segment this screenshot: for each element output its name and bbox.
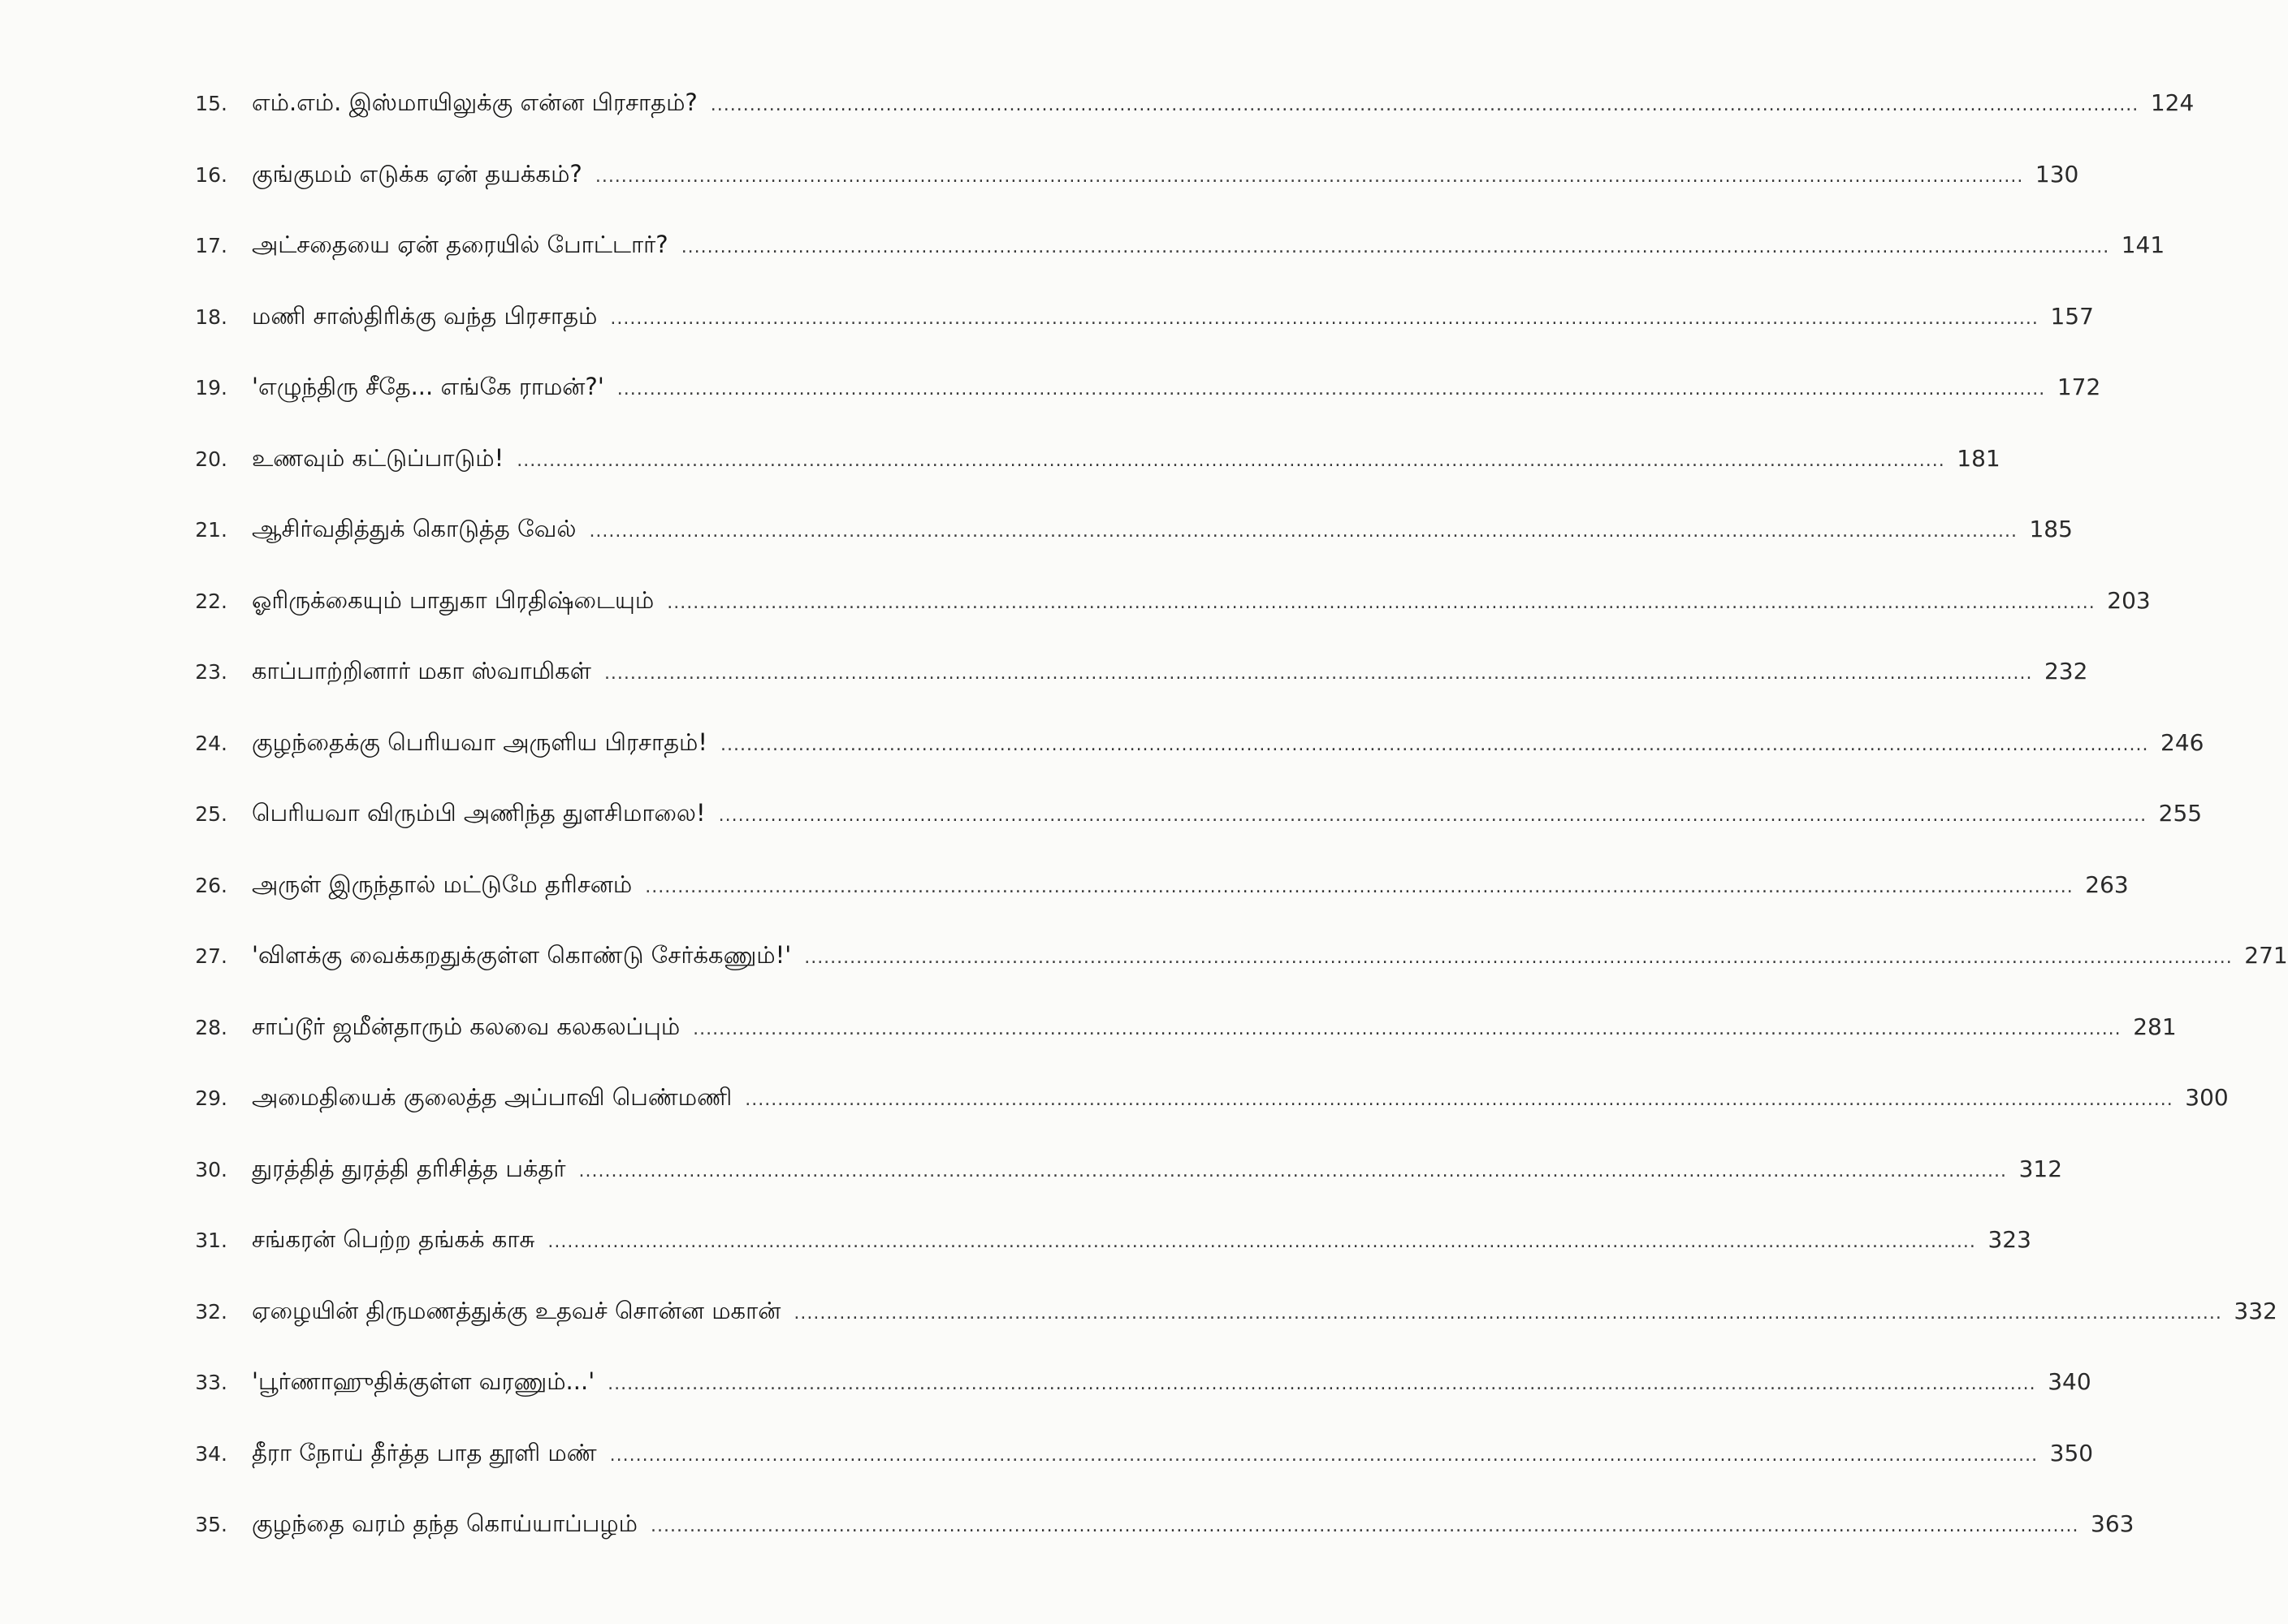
toc-entry xyxy=(162,1012,2177,1084)
page-number: 323 xyxy=(1987,1226,2031,1253)
chapter-number: 31. xyxy=(195,1229,227,1252)
chapter-number: 33. xyxy=(195,1371,227,1394)
dot-leader: ............................................................................................................................................................................................................................ xyxy=(794,1302,2222,1324)
dot-leader: ............................................................................................................................................................................................................................ xyxy=(547,1232,1976,1252)
page-number: 130 xyxy=(2035,160,2079,188)
dot-leader: ............................................................................................................................................................................................................................ xyxy=(645,876,2074,897)
chapter-number: 32. xyxy=(195,1299,227,1324)
dot-leader: ............................................................................................................................................................................................................................ xyxy=(667,592,2096,613)
toc-entry xyxy=(162,89,2195,160)
dot-leader: ............................................................................................................................................................................................................................ xyxy=(710,95,2139,115)
chapter-number: 22. xyxy=(195,589,227,613)
toc-entry xyxy=(162,443,2000,516)
chapter-title: துரத்தித் துரத்தி தரிசித்த பக்தர் xyxy=(252,1154,566,1182)
toc-entry xyxy=(162,231,2165,302)
chapter-title: எம்.எம். இஸ்மாயிலுக்கு என்ன பிரசாதம்? xyxy=(252,89,698,116)
chapter-number: 20. xyxy=(195,447,227,471)
chapter-title: அட்சதையை ஏன் தரையில் போட்டார்? xyxy=(252,231,668,258)
toc-entry xyxy=(162,585,2151,658)
chapter-title: குழந்தைக்கு பெரியவா அருளிய பிரசாதம்! xyxy=(252,728,707,756)
chapter-title: சாப்டூர் ஜமீன்தாரும் கலவை கலகலப்பும் xyxy=(252,1012,681,1040)
dot-leader: ............................................................................................................................................................................................................................ xyxy=(681,237,2110,257)
chapter-number: 35. xyxy=(195,1513,227,1536)
page-number: 263 xyxy=(2085,870,2129,898)
chapter-number: 16. xyxy=(195,162,227,187)
chapter-number: 15. xyxy=(195,92,227,115)
chapter-title: ஓரிருக்கையும் பாதுகா பிரதிஷ்டையும் xyxy=(252,585,655,614)
toc-entry xyxy=(162,728,2204,800)
dot-leader: ............................................................................................................................................................................................................................ xyxy=(517,450,1945,471)
toc-entry xyxy=(162,1367,2091,1439)
chapter-number: 28. xyxy=(195,1015,227,1039)
dot-leader: ............................................................................................................................................................................................................................ xyxy=(603,663,2033,684)
chapter-title: காப்பாற்றினார் மகா ஸ்வாமிகள் xyxy=(252,657,591,685)
page-number: 340 xyxy=(2048,1368,2091,1395)
chapter-number: 26. xyxy=(195,873,227,897)
chapter-title: அமைதியைக் குலைத்த அப்பாவி பெண்மணி xyxy=(252,1083,733,1111)
page-number: 172 xyxy=(2057,374,2101,400)
chapter-title: 'எழுந்திரு சீதே... எங்கே ராமன்?' xyxy=(252,373,604,400)
chapter-number: 25. xyxy=(195,802,227,826)
chapter-number: 17. xyxy=(195,234,227,257)
toc-entry xyxy=(162,799,2203,870)
toc-entry xyxy=(162,1083,2229,1155)
dot-leader: ............................................................................................................................................................................................................................ xyxy=(650,1516,2079,1536)
toc-entry xyxy=(162,301,2094,374)
toc-entry xyxy=(162,941,2288,1013)
page-number: 157 xyxy=(2050,302,2094,330)
chapter-number: 34. xyxy=(195,1441,227,1466)
dot-leader: ............................................................................................................................................................................................................................ xyxy=(608,1374,2036,1394)
chapter-number: 19. xyxy=(195,376,227,400)
chapter-number: 24. xyxy=(195,731,227,755)
chapter-title: உணவும் கட்டுப்பாடும்! xyxy=(252,443,504,472)
dot-leader: ............................................................................................................................................................................................................................ xyxy=(804,948,2233,968)
toc-entry xyxy=(162,373,2101,444)
toc-entry xyxy=(162,1510,2134,1581)
chapter-title: பெரியவா விரும்பி அணிந்த துளசிமாலை! xyxy=(252,799,706,827)
chapter-number: 30. xyxy=(195,1157,227,1181)
toc-entry xyxy=(162,1225,2031,1297)
chapter-title: 'பூர்ணாஹுதிக்குள்ள வரணும்...' xyxy=(252,1367,595,1395)
chapter-title: சங்கரன் பெற்ற தங்கக் காசு xyxy=(252,1225,535,1253)
toc-entry xyxy=(162,1154,2063,1226)
chapter-title: 'விளக்கு வைக்கறதுக்குள்ள கொண்டு சேர்க்கணும்!' xyxy=(252,941,792,969)
page-number: 312 xyxy=(2018,1155,2063,1182)
page-number: 141 xyxy=(2121,231,2165,258)
chapter-number: 18. xyxy=(195,304,227,329)
chapter-number: 21. xyxy=(195,518,227,542)
page-number: 350 xyxy=(2049,1439,2094,1466)
chapter-number: 23. xyxy=(195,660,227,684)
dot-leader: ............................................................................................................................................................................................................................ xyxy=(589,521,2018,542)
toc-entry xyxy=(162,159,2079,231)
page-number: 185 xyxy=(2029,516,2073,542)
page-number: 332 xyxy=(2234,1297,2277,1324)
dot-leader: ............................................................................................................................................................................................................................ xyxy=(745,1090,2173,1110)
page-number: 281 xyxy=(2133,1013,2177,1040)
toc-entry xyxy=(162,1438,2094,1510)
page-number: 271 xyxy=(2244,942,2288,969)
chapter-title: ஆசிர்வதித்துக் கொடுத்த வேல் xyxy=(252,515,577,542)
page-number: 300 xyxy=(2185,1084,2229,1111)
chapter-title: அருள் இருந்தால் மட்டுமே தரிசனம் xyxy=(252,870,633,898)
dot-leader: ............................................................................................................................................................................................................................ xyxy=(609,1445,2039,1466)
chapter-title: மணி சாஸ்திரிக்கு வந்த பிரசாதம் xyxy=(252,301,598,330)
dot-leader: ............................................................................................................................................................................................................................ xyxy=(720,734,2149,755)
page-number: 255 xyxy=(2158,800,2203,827)
dot-leader: ............................................................................................................................................................................................................................ xyxy=(693,1018,2121,1039)
page-number: 246 xyxy=(2160,728,2204,756)
dot-leader: ............................................................................................................................................................................................................................ xyxy=(610,308,2039,329)
page-number: 232 xyxy=(2044,658,2088,685)
chapter-title: ஏழையின் திருமணத்துக்கு உதவச் சொன்ன மகான் xyxy=(252,1296,781,1324)
page-number: 124 xyxy=(2150,89,2195,116)
chapter-number: 27. xyxy=(195,944,227,968)
toc-entry xyxy=(162,870,2129,942)
toc-entry xyxy=(162,1296,2277,1368)
chapter-title: தீரா நோய் தீர்த்த பாத தூளி மண் xyxy=(252,1438,597,1466)
dot-leader: ............................................................................................................................................................................................................................ xyxy=(595,166,2024,187)
chapter-number: 29. xyxy=(195,1086,227,1110)
table-of-contents xyxy=(162,89,2288,1581)
toc-entry xyxy=(162,657,2088,728)
toc-entry xyxy=(162,515,2073,586)
page-number: 203 xyxy=(2107,586,2151,614)
page-number: 363 xyxy=(2091,1510,2134,1537)
chapter-title: குழந்தை வரம் தந்த கொய்யாப்பழம் xyxy=(252,1510,638,1537)
dot-leader: ............................................................................................................................................................................................................................ xyxy=(578,1160,2008,1181)
chapter-title: குங்குமம் எடுக்க ஏன் தயக்கம்? xyxy=(252,159,582,188)
dot-leader: ............................................................................................................................................................................................................................ xyxy=(616,379,2046,400)
dot-leader: ............................................................................................................................................................................................................................ xyxy=(718,806,2147,826)
page-number: 181 xyxy=(1957,444,2000,472)
